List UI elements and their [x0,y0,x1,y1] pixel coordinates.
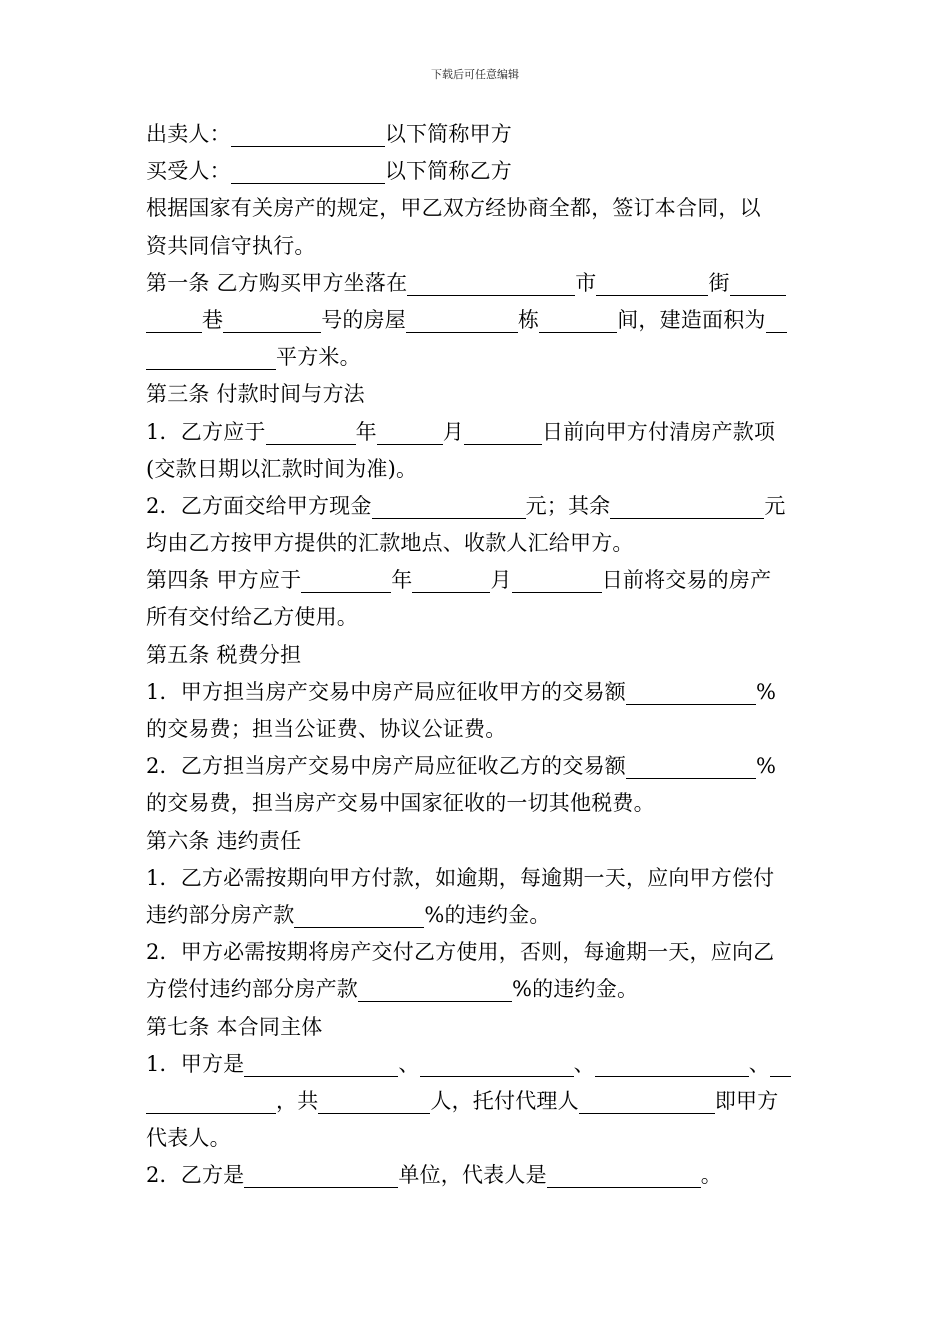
area-label: 间，建造面积为 [617,307,766,332]
building-label: 栋 [518,307,540,332]
article-3-item-1-cont [146,451,806,488]
buyer-penalty-label: 违约部分房产款 [146,902,295,927]
party-a-blank-1[interactable] [244,1053,398,1077]
buyer-penalty-suffix: %的违约金。 [424,902,551,927]
article-1-line-2 [146,302,806,339]
remit-text: 均由乙方按甲方提供的汇款地点、收款人汇给甲方。 [146,531,634,556]
year-label: 年 [355,419,377,444]
deliver-text: 日前将交易的房产 [601,568,772,593]
period: 。 [700,1163,722,1188]
article-3-item-2 [146,488,806,525]
article-4-text: 第四条 甲方应于 [146,568,302,593]
seller-label: 出卖人： [146,122,231,146]
article-1-text: 第一条 乙方购买甲方坐落在 [146,270,408,295]
article-5-item-1 [146,674,806,711]
article-7-heading: 第七条 本合同主体 [146,1014,323,1039]
seller-penalty-label: 方偿付违约部分房产款 [146,977,358,1002]
pay-month-blank[interactable] [377,421,443,445]
article-3-title [146,376,806,413]
seller-blank[interactable] [231,123,385,147]
pay-text: 日前向甲方付清房产款项 [541,419,776,444]
remainder-label: 元；其余 [525,493,611,518]
city-blank[interactable] [596,272,708,296]
pay-day-blank[interactable] [464,421,542,445]
article-4-line-2 [146,599,806,636]
intro-text: 根据国家有关房产的规定，甲乙双方经协商全都，签订本合同，以 [146,196,761,221]
page-header: 下载后可任意编辑 [431,68,519,81]
party-a-label: 1．甲方是 [146,1051,245,1076]
separator: 、 [398,1051,420,1076]
deliver-year-blank[interactable] [301,569,391,593]
seller-tax-text: 1．甲方担当房产交易中房产局应征收甲方的交易额 [146,679,626,704]
party-b-rep-label: 单位，代表人是 [398,1163,547,1188]
separator: 、 [573,1051,595,1076]
lane-label: 巷 [202,307,224,332]
party-b-rep-blank[interactable] [547,1164,701,1188]
agent-label: 人，托付代理人 [430,1088,579,1113]
buyer-tax-blank[interactable] [626,755,756,779]
party-b-unit-blank[interactable] [244,1164,398,1188]
seller-penalty-suffix: %的违约金。 [512,977,639,1002]
seller-line [146,116,806,153]
buyer-penalty-blank[interactable] [294,904,424,928]
deliver-month-blank[interactable] [412,569,490,593]
article-7-item-2 [146,1157,806,1194]
deliver-text-cont: 所有交付给乙方使用。 [146,605,358,630]
buyer-line [146,153,806,190]
house-number-label: 号的房屋 [321,307,407,332]
street-blank[interactable] [730,272,786,296]
percent-sign: % [755,754,777,779]
buyer-blank[interactable] [231,160,385,184]
buyer-suffix: 以下简称乙方 [384,159,513,184]
building-blank[interactable] [539,309,617,333]
article-3-item-2-cont [146,525,806,562]
representative-text: 代表人。 [146,1126,231,1151]
party-b-label: 2．乙方是 [146,1163,245,1188]
area-blank-cont[interactable] [146,346,276,370]
article-6-item-2-cont [146,971,806,1008]
party-a-blank-4[interactable] [770,1053,791,1077]
article-5-item-2 [146,748,806,785]
area-unit: 平方米。 [276,345,361,370]
percent-sign: % [755,679,777,704]
agent-blank[interactable] [579,1090,715,1114]
pay-year-blank[interactable] [266,421,356,445]
article-3-heading: 第三条 付款时间与方法 [146,382,365,407]
article-6-heading: 第六条 违约责任 [146,828,302,853]
party-a-blank-4-cont[interactable] [146,1090,276,1114]
total-label: ，共 [276,1088,319,1113]
article-6-item-1-cont [146,897,806,934]
deliver-year-label: 年 [391,568,413,593]
pay-note: (交款日期以汇款时间为准)。 [146,456,418,481]
article-5-title [146,637,806,674]
intro-line-1 [146,190,806,227]
deliver-month-label: 月 [490,568,512,593]
location-blank[interactable] [407,272,575,296]
article-3-item-1 [146,414,806,451]
intro-text-cont: 资共同信守执行。 [146,233,316,258]
article-1-line-1 [146,265,806,302]
cash-blank[interactable] [372,495,526,519]
article-7-title [146,1009,806,1046]
buyer-tax-text: 2．乙方担当房产交易中房产局应征收乙方的交易额 [146,754,626,779]
article-6-title [146,823,806,860]
article-6-item-1 [146,860,806,897]
article-6-item-2 [146,934,806,971]
contract-body [146,116,806,1194]
buyer-label: 买受人： [146,159,231,184]
city-label: 市 [575,270,597,295]
article-1-line-3 [146,339,806,376]
total-blank[interactable] [318,1090,430,1114]
seller-penalty-blank[interactable] [358,978,512,1002]
remainder-blank[interactable] [610,495,764,519]
article-5-item-1-cont [146,711,806,748]
yuan-label: 元 [764,493,786,518]
article-5-item-2-cont [146,785,806,822]
street-blank-cont[interactable] [146,309,202,333]
seller-suffix: 以下简称甲方 [384,122,513,146]
seller-tax-cont: 的交易费；担当公证费、协议公证费。 [146,717,507,741]
buyer-tax-cont: 的交易费，担当房产交易中国家征收的一切其他税费。 [146,791,655,816]
seller-default-text: 2．甲方必需按期将房产交付乙方使用，否则，每逾期一天，应向乙 [146,940,775,965]
buyer-default-text: 1．乙方必需按期向甲方付款，如逾期，每逾期一天，应向甲方偿付 [146,865,775,890]
seller-tax-blank[interactable] [626,681,756,705]
cash-label: 2．乙方面交给甲方现金 [146,493,372,518]
deliver-day-blank[interactable] [512,569,602,593]
party-a-blank-3[interactable] [595,1053,749,1077]
agent-suffix: 即甲方 [714,1088,779,1113]
article-7-item-1-cont [146,1083,806,1120]
article-5-heading: 第五条 税费分担 [146,642,302,667]
party-a-blank-2[interactable] [420,1053,574,1077]
street-label: 街 [708,270,730,295]
area-blank[interactable] [766,309,787,333]
house-number-blank[interactable] [406,309,518,333]
lane-blank[interactable] [223,309,321,333]
article-4-line-1 [146,562,806,599]
intro-line-2 [146,228,806,265]
pay-date-label: 1．乙方应于 [146,419,266,444]
separator: 、 [748,1051,770,1076]
article-7-item-1-end [146,1120,806,1157]
article-7-item-1 [146,1046,806,1083]
month-label: 月 [442,419,464,444]
